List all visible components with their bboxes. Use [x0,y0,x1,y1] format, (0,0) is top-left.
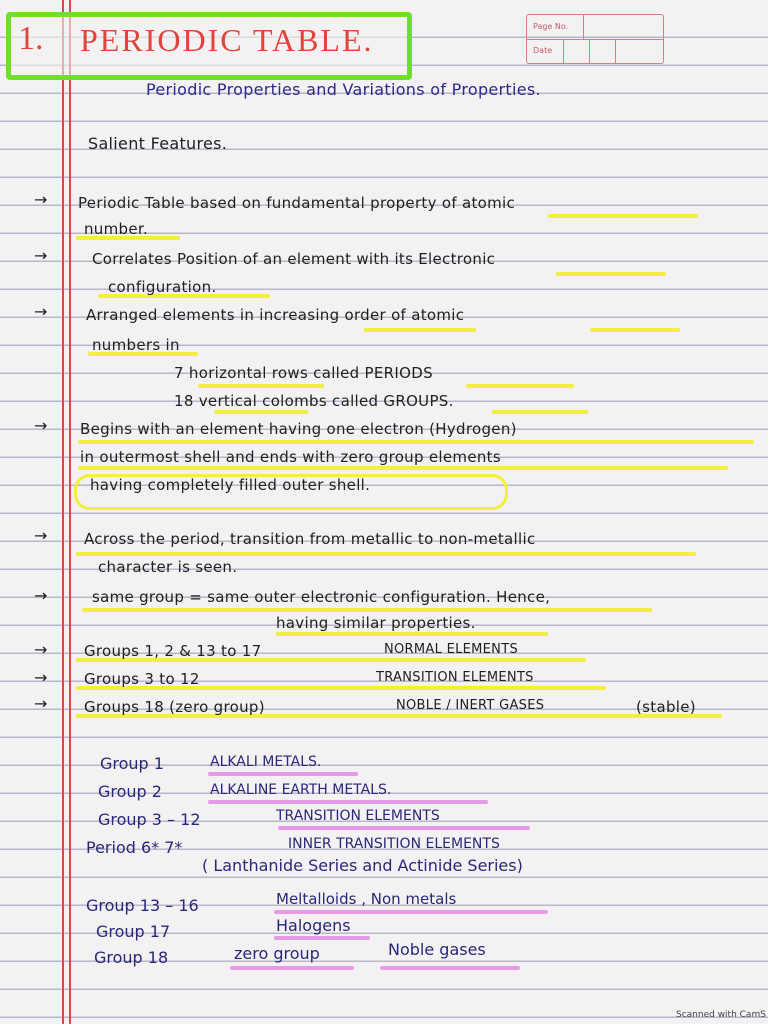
group-label: Group 1 [100,754,164,773]
note-line: Begins with an element having one electron (Hydrogen) [80,420,517,438]
highlight [548,214,698,218]
bullet-arrow: → [34,302,48,321]
bullet-arrow: → [34,640,48,659]
bullet-arrow: → [34,416,48,435]
note-line: in outermost shell and ends with zero group elements [80,448,501,466]
bullet-arrow: → [34,668,48,687]
note-line: (stable) [636,698,696,716]
group-name: ALKALI METALS. [210,754,322,770]
note-line: having completely filled outer shell. [90,476,371,494]
pink-highlight [380,966,520,970]
group-name: INNER TRANSITION ELEMENTS [288,836,500,852]
bullet-arrow: → [34,586,48,605]
scanner-watermark: Scanned with CamS [676,1010,766,1020]
page-no-label: Page No. [533,22,569,31]
group-name: zero group [234,944,320,963]
pink-highlight [208,772,358,776]
group-label: Group 17 [96,922,171,941]
pink-highlight [208,800,488,804]
note-line: number. [84,220,149,238]
bullet-arrow: → [34,190,48,209]
highlight [556,272,666,276]
highlight [492,410,588,414]
highlight [364,328,476,332]
note-line: NOBLE / INERT GASES [396,698,545,713]
page-date-box [526,14,664,64]
group-name: Noble gases [388,940,486,959]
subtitle: Periodic Properties and Variations of Properties. [146,80,541,99]
margin-line-1 [62,0,64,1024]
date-label: Date [533,46,553,55]
pink-highlight [274,910,548,914]
highlight [276,632,548,636]
highlight [82,608,652,612]
group-label: Period 6* 7* [86,838,183,857]
bullet-arrow: → [34,246,48,265]
group-name: ( Lanthanide Series and Actinide Series) [202,856,523,875]
page-title: PERIODIC TABLE. [80,22,374,58]
note-line: character is seen. [98,558,238,576]
note-line: Groups 3 to 12 [84,670,200,688]
note-line: Periodic Table based on fundamental property of atomic [78,194,516,212]
note-line: having similar properties. [276,614,476,632]
note-line: Groups 18 (zero group) [84,698,265,716]
group-label: Group 13 – 16 [86,896,199,915]
group-label: Group 2 [98,782,162,801]
pink-highlight [278,826,530,830]
pink-highlight [230,966,354,970]
salient-heading: Salient Features. [88,134,228,153]
highlight [78,440,754,444]
note-line: 18 vertical colombs called GROUPS. [174,392,454,410]
highlight [198,384,324,388]
bullet-arrow: → [34,526,48,545]
group-name: Halogens [276,916,351,935]
note-line: Across the period, transition from metallic to non-metallic [84,530,536,548]
note-line: TRANSITION ELEMENTS [376,670,534,685]
note-line: 7 horizontal rows called PERIODS [174,364,433,382]
note-line: configuration. [108,278,217,296]
pink-highlight [274,936,370,940]
date-row [527,39,663,63]
margin-line-2 [69,0,71,1024]
group-label: Group 3 – 12 [98,810,201,829]
highlight [466,384,574,388]
highlight [214,410,308,414]
title-number: 1. [18,20,44,57]
note-line: Correlates Position of an element with its Electronic [92,250,496,268]
group-name: TRANSITION ELEMENTS [276,808,440,824]
highlight [78,466,728,470]
note-line: NORMAL ELEMENTS [384,642,518,657]
highlight [76,552,696,556]
highlight [590,328,680,332]
group-name: ALKALINE EARTH METALS. [210,782,392,798]
group-name: Meltalloids , Non metals [276,890,457,908]
group-label: Group 18 [94,948,169,967]
note-line: Arranged elements in increasing order of atomic [86,306,465,324]
page-no-row [527,15,663,40]
note-line: same group = same outer electronic configuration. Hence, [92,588,551,606]
note-line: numbers in [92,336,180,354]
note-line: Groups 1, 2 & 13 to 17 [84,642,262,660]
bullet-arrow: → [34,694,48,713]
